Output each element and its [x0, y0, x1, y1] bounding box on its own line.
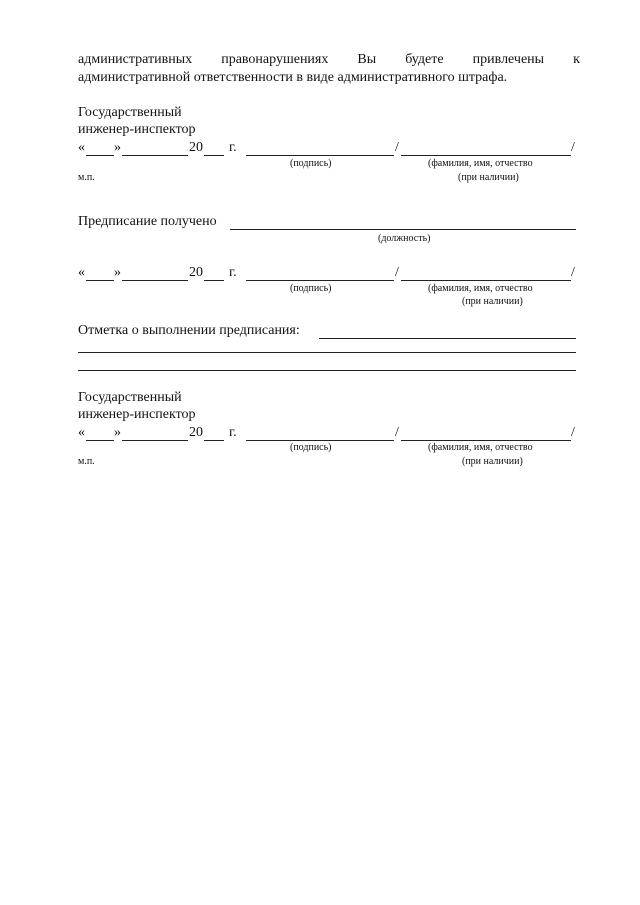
signature-blank[interactable] — [246, 280, 394, 281]
month-blank[interactable] — [122, 280, 188, 281]
quote-close: » — [114, 140, 121, 155]
completion-blank-2[interactable] — [78, 352, 576, 353]
stamp-label: м.п. — [78, 172, 95, 183]
word: будете — [405, 52, 444, 67]
slash-end: / — [571, 425, 575, 440]
paragraph-line-1 — [78, 52, 580, 68]
caption-position: (должность) — [378, 233, 431, 244]
quote-close: » — [114, 425, 121, 440]
year-suffix: г. — [229, 140, 237, 155]
word: правонарушениях — [221, 52, 329, 67]
inspector-title-line1: Государственный — [78, 105, 182, 120]
word: к — [573, 52, 580, 67]
month-blank[interactable] — [122, 155, 188, 156]
caption-name-line2: (при наличии) — [462, 456, 523, 467]
quote-close: » — [114, 265, 121, 280]
stamp-label: м.п. — [78, 456, 95, 467]
signature-blank[interactable] — [246, 155, 394, 156]
completion-blank-1[interactable] — [319, 338, 576, 339]
quote-open: « — [78, 265, 85, 280]
caption-name-line1: (фамилия, имя, отчество — [428, 442, 533, 453]
signature-blank[interactable] — [246, 440, 394, 441]
caption-name-line1: (фамилия, имя, отчество — [428, 158, 533, 169]
caption-name-line1: (фамилия, имя, отчество — [428, 283, 533, 294]
caption-name-line2: (при наличии) — [458, 172, 519, 183]
word: привлечены — [472, 52, 545, 67]
day-blank[interactable] — [86, 440, 114, 441]
slash-mid: / — [395, 265, 399, 280]
inspector-title-line2: инженер-инспектор — [78, 122, 196, 137]
caption-signature: (подпись) — [290, 283, 332, 294]
word: административных — [78, 52, 193, 67]
year-suffix: г. — [229, 425, 237, 440]
quote-open: « — [78, 425, 85, 440]
received-label: Предписание получено — [78, 214, 217, 229]
day-blank[interactable] — [86, 155, 114, 156]
slash-mid: / — [395, 140, 399, 155]
year-blank[interactable] — [204, 155, 224, 156]
name-blank[interactable] — [401, 440, 571, 441]
word: Вы — [357, 52, 377, 67]
caption-name-line2: (при наличии) — [462, 296, 523, 307]
slash-end: / — [571, 265, 575, 280]
quote-open: « — [78, 140, 85, 155]
year-blank[interactable] — [204, 280, 224, 281]
day-blank[interactable] — [86, 280, 114, 281]
year-blank[interactable] — [204, 440, 224, 441]
position-blank[interactable] — [230, 229, 576, 230]
slash-end: / — [571, 140, 575, 155]
name-blank[interactable] — [401, 155, 571, 156]
year-prefix: 20 — [189, 425, 203, 440]
name-blank[interactable] — [401, 280, 571, 281]
completion-label: Отметка о выполнении предписания: — [78, 323, 300, 338]
year-suffix: г. — [229, 265, 237, 280]
caption-signature: (подпись) — [290, 442, 332, 453]
inspector-title-line1: Государственный — [78, 390, 182, 405]
slash-mid: / — [395, 425, 399, 440]
month-blank[interactable] — [122, 440, 188, 441]
year-prefix: 20 — [189, 140, 203, 155]
year-prefix: 20 — [189, 265, 203, 280]
paragraph-line-2: административной ответственности в виде административного штрафа. — [78, 70, 508, 85]
completion-blank-3[interactable] — [78, 370, 576, 371]
caption-signature: (подпись) — [290, 158, 332, 169]
inspector-title-line2: инженер-инспектор — [78, 407, 196, 422]
